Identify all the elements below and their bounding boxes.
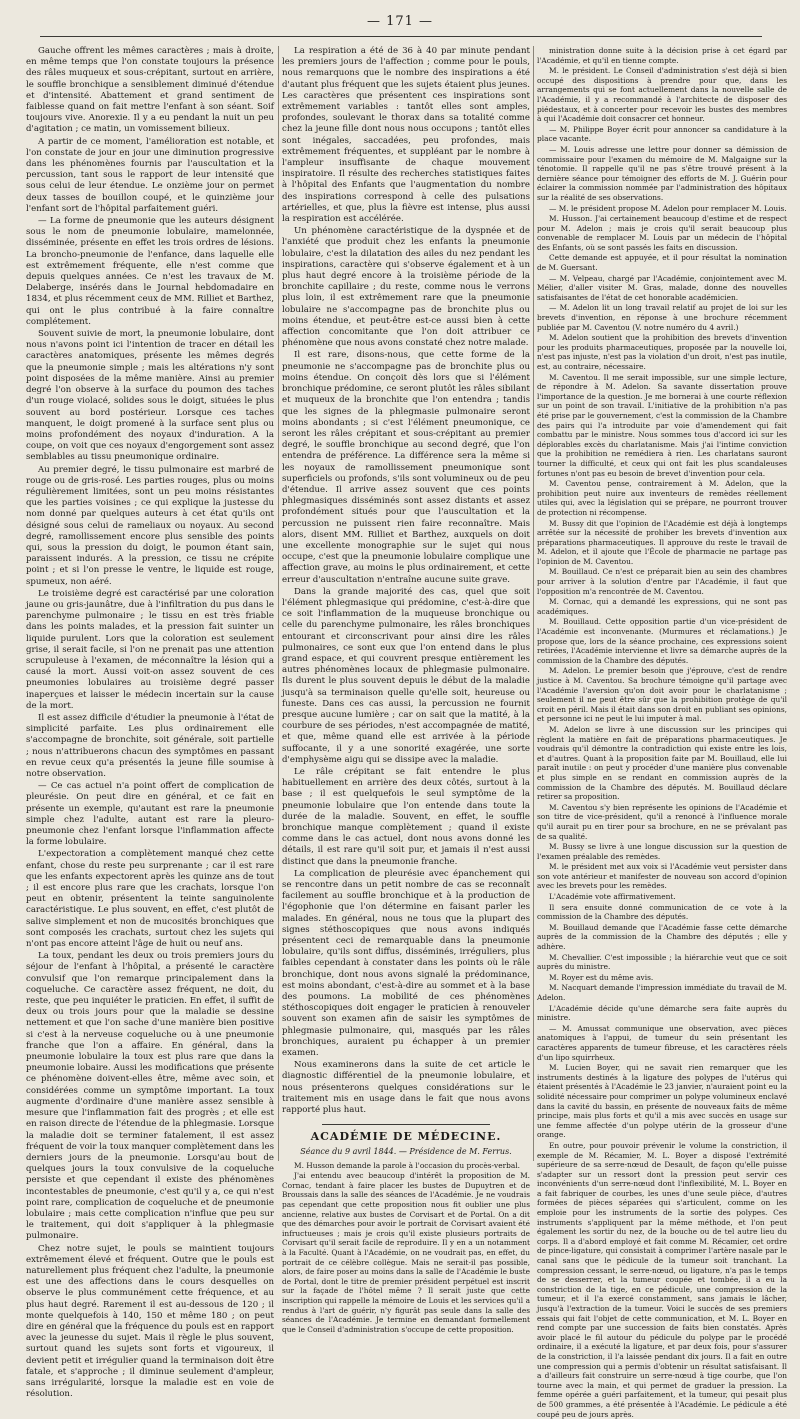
column-3 <box>537 46 787 1419</box>
paragraph: La toux, pendant les deux ou trois premiers jours du séjour de l'enfant à l'hôpital, a présenté le caractère convulsif que l'on remarque principalement dans la coqueluche. Ce caractère assez fréquent, ne doit, du reste, que peu inquiéter le praticien. En effet, il suffit de deux ou trois jours pour que la maladie se dessine nettement et que l'on sache d'une manière bien positive si c'est à la nerveuse coqueluche ou à une pneumonie franche que l'on a affaire. En général, dans la pneumonie lobulaire la toux est plus rare que dans la pneumonie lobaire. Aussi les modifications que présente ce phénomène doivent-elles être, même avec soin, et considérées comme un symptôme important. La toux augmente d'ordinaire d'une manière assez sensible à mesure que l'inflammation fait des progrès ; et elle est en raison directe de l'étendue de la phlegmasie. Lorsque la maladie doit se terminer fatalement, il est assez fréquent de voir la toux manquer complètement dans les derniers jours de la pneumonie. Lorsqu'au bout de quelques jours la toux convulsive de la coqueluche persiste et que cependant il existe des phénomènes incontestables de pneumonie, c'est qu'il y a, ce qui n'est point rare, complication de coqueluche et de pneumonie lobulaire ; mais cette complication n'influe que peu sur le traitement, qui doit s'appliquer à la phlegmasie pulmonaire. <box>26 951 274 1242</box>
paragraph: Au premier degré, le tissu pulmonaire est marbré de rouge ou de gris-rosé. Les parties rouges, plus ou moins régulièrement limitées, sont un peu moins résistantes que les parties voisines ; ce qui explique la justesse du nom donné par quelques auteurs à cet état qu'ils ont désigné sous celui de rameliaux ou noyaux. Au second degré, ramollissement encore plus sensible des points qui, sous la pression du doigt, le poumon étant sain, paraissent indurés. A la pression, ce tissu ne crépite point ; et si l'on presse le ventre, le liquide est rouge, spumeux, non aéré. <box>26 464 274 587</box>
paragraph: Il est assez difficile d'étudier la pneumonie à l'état de simplicité parfaite. Les plus ordinairement elle s'accompagne de bronchite, soit générale, soit partielle ; nous n'attribuerons chacun des symptômes en passant en revue ceux qu'a présentés la jeune fille soumise à notre observation. <box>26 712 274 779</box>
paragraph: — Ce cas actuel n'a point offert de complication de pleurésie. On peut dire en général, et ce fait en présente un exemple, qu'autant est rare la pneumonie simple chez l'adulte, autant est rare la pleuro-pneumonie chez l'enfant lorsque l'inflammation affecte la forme lobulaire. <box>26 781 274 848</box>
paragraph: M. Husson demande la parole à l'occasion du procès-verbal. <box>294 1160 520 1170</box>
paragraph: ministration donne suite à la décision prise à cet égard par l'Académie, et qu'il en tienne compte. <box>537 46 787 65</box>
paragraph: Cette demande est appuyée, et il pour résultat la nomination de M. Guersant. <box>537 253 787 273</box>
paragraph: J'ai entendu avec beaucoup d'intérêt la proposition de M. Cornac, tendant à faire placer les bustes de Dupuytren et de Broussais dans la salle des séances de l'Académie. Je ne voudrais pas cependant que cette proposition nous fit oublier une plus ancienne, relative aux bustes de Corvisart et de Portal. On a dit que des démarches pour avoir le portrait de Corvisart avaient été infructueuses ; mais je crois qu'il existe plusieurs portraits de Corvisart qu'il serait facile de reproduire. Il y en a un notamment à la Faculté. Quant à l'Académie, on ne voudrait pas, en effet, du portrait de ce célèbre collègue. Mais ne serait-il pas possible, alors, de faire poser au moins dans la salle de l'Académie le buste de Portal, dont le titre de premier président perpétuel est inscrit sur la façade de l'hôtel même ? Il serait juste que cette inscription qui rappelle la mémoire de Louis et les services qu'il a rendus à l'art de guérir, n'y figurât pas seule dans la salle des séances de l'Académie. Je termine en demandant formellement que le Conseil d'administration s'occupe de cette proposition. <box>282 1171 530 1334</box>
paragraph: M. Caventou pense, contrairement à M. Adelon, que la prohibition peut nuire aux inventeurs de remèdes réellement utiles qui, avec la législation qui se prépare, ne pourront trouver de protection ni récompense. <box>537 479 787 517</box>
paragraph: M. Adelon soutient que la prohibition des brevets d'invention pour les produits pharmaceutiques, proposée par la nouvelle loi, n'est pas injuste, n'est pas la violation d'un droit, n'est pas inutile, est, au contraire, nécessaire. <box>537 333 787 371</box>
paragraph: M. Adelon se livre à une discussion sur les principes qui règlent la matière en fait de préparations pharmaceutiques. Je voudrais qu'il démontre la contradiction qui existe entre les lois, et d'autres. Quant à la proposition faite par M. Bouillaud, elle lui paraît inutile : on peut y procéder d'une manière plus convenable et plus simple en se rendant en commission auprès de la commission de la Chambre des députés. M. Bouillaud déclare retirer sa proposition. <box>537 724 787 802</box>
paragraph: — M. Louis adresse une lettre pour donner sa démission de commissaire pour l'examen du mémoire de M. Malgaigne sur la ténotomie. Il rappelle qu'il ne pas s'être trouvé présent à la dernière séance pour témoigner des efforts de M. J. Guérin pour éclairer la commission nommée par l'administration des hôpitaux sur la réalité de ses observations. <box>537 144 787 202</box>
paragraph: L'expectoration a complètement manqué chez cette enfant, chose du reste peu surprenante ; car il est rare que les enfants expectorent après les quinze ans de tout ; il est encore plus rare que les crachats, lorsque l'on peut en obtenir, présentent la teinte sanguinolente caractéristique. Le plus souvent, en effet, c'est plutôt de salive simplement et non de mucosités bronchiques que sont composés les crachats, surtout chez les sujets qui n'ont pas encore atteint l'âge de huit ou neuf ans. <box>26 849 274 950</box>
section-title: ACADÉMIE DE MÉDECINE. <box>310 1130 502 1144</box>
paragraph: L'Académie décide qu'une démarche sera faite auprès du ministre. <box>537 1003 787 1023</box>
section-subtitle: Séance du 9 avril 1844. — Présidence de M. Ferrus. <box>300 1146 512 1156</box>
paragraph: Un phénomène caractéristique de la dyspnée et de l'anxiété que produit chez les enfants la pneumonie lobulaire, c'est la dilatation des ailes du nez pendant les inspirations, caractère qui s'observe également et à un plus haut degré encore à la troisième période de la bronchite capillaire ; du reste, comme nous le verrons plus loin, il est extrêmement rare que la pneumonie lobulaire ne s'accompagne pas de bronchite plus ou moins étendue, et peut-être est-ce aussi bien à cette affection concomitante que l'on doit attribuer ce phénomène que nous avons constaté chez notre malade. <box>282 226 530 349</box>
paragraph: Le troisième degré est caractérisé par une coloration jaune ou gris-jaunâtre, due à l'infiltration du pus dans le parenchyme pulmonaire ; le tissu en est très friable dans les points malades, et la pression fait suinter un liquide purulent. Lors que la coloration est seulement grise, il serait facile, si l'on ne prenait pas une attention scrupuleuse à l'examen, de méconnaître la lésion qui a causé la mort. Aussi voit-on assez souvent de ces pneumonies lobulaires au troisième degré passer inaperçues et laisser le médecin incertain sur la cause de la mort. <box>26 588 274 711</box>
paragraph: M. Lucien Boyer, qui ne savait rien remarquer que les instruments destinés à la ligature des polypes de l'utérus qui étaient présentés à l'Académie le 23 janvier, n'auraient point eu la solidité nécessaire pour comprimer un polype volumineux enclavé dans la cavité du bassin, en présente de nouveaux faits de même principe, mais plus forts et qu'il a mis avec succès en usage sur une femme affectée d'un polype utérin de la grosseur d'une orange. <box>537 1063 787 1140</box>
paragraph: En outre, pour pouvoir prévenir le volume la constriction, il exemple de M. Récamier, M. L. Boyer a disposé l'extrémité supérieure de sa serre-nœud de Desault, de façon qu'elle puisse s'adapter sur un ressort dont la pression peut servir ces inconvénients d'un serre-nœud dont l'inflexibilité, M. L. Boyer en a fait fabriquer de courbes, les unes d'une seule pièce, d'autres formées de pièces séparées qui s'articulent, comme on les emploie pour les instruments de la sortie des polypes. Ces instruments s'appliquent par la même méthode, et l'on peut également les sortir du nez, de la bouche ou de tel autre lieu du corps. Il a d'abord employé et fait comme M. Récamier, cet ordre de pince-ligature, qui consistait à comprimer l'artère nasale par le canal sans que le pédicule de la tumeur soit tranchant. La compression cessant, le serre-nœud, ou ligature, n'a pas le temps de se desserrer, et la tumeur coupée et tombée, il a eu la constriction de la tige, en ce pédicule, une compression de la tumeur, et il l'a exercé constamment, sans jamais le lâcher, jusqu'à l'extraction de la tumeur. Voici le succès de ses premiers essais qui fait l'objet de cette communication, et M. L. Boyer en rend compte par une succession de faits bien constatés. Après avoir placé le fil autour du pédicule du polype par le procédé ordinaire, il a exécuté la ligature, et par deux fois, pour s'assurer de la constriction, il l'a laissée pendant dix jours. Il a fait en outre une compression qui a permis d'obtenir un résultat satisfaisant. Il a d'ailleurs fait construire un serre-nœud à tige courbe, que l'on tourne avec la main, et qui permet de graduer la pression. La femme opérée a guéri parfaitement, et la tumeur, qui pesait plus de 500 grammes, a été présentée à l'Académie. Le pédicule a été coupé peu de jours après. <box>537 1140 787 1419</box>
column-1 <box>26 46 275 1400</box>
paragraph: La respiration a été de 36 à 40 par minute pendant les premiers jours de l'affection ; comme pour le pouls, nous remarquons que le nombre des inspirations a été d'autant plus fréquent que les sujets étaient plus jeunes. Les caractères que présentent ces inspirations sont extrêmement variables : tantôt elles sont amples, profondes, soulevant le thorax dans sa totalité comme chez la jeune fille dont nous nous occupons ; tantôt elles sont inégales, saccadées, peu profondes, mais extrêmement fréquentes, et suppléant par le nombre à l'ampleur insuffisante de chaque mouvement inspiratoire. Il résulte des recherches statistiques faites à l'hôpital des Enfants que l'augmentation du nombre des inspirations correspond à celle des pulsations artérielles, et que, plus la fièvre est intense, plus aussi la respiration est accélérée. <box>282 46 530 225</box>
paragraph: M. Royer est du même avis. <box>549 972 654 982</box>
paragraph: M. Nacquart demande l'impression immédiate du travail de M. Adelon. <box>537 983 787 1002</box>
paragraph: M. Chevallier. C'est impossible ; la hiérarchie veut que ce soit auprès du ministre. <box>537 952 787 972</box>
paragraph: M. Bouillaud. Ce n'est ce préparait bien au sein des chambres pour arriver à la solution d'entre par l'Académie, il faut que l'opposition m'a rencontrée de M. Caventou. <box>537 567 787 596</box>
paragraph: — M. Velpeau, chargé par l'Académie, conjointement avec M. Mélier, d'aller visiter M. Gras, malade, donne des nouvelles satisfaisantes de l'état de cet honorable académicien. <box>537 273 787 302</box>
paragraph: M. Caventou. Il me serait impossible, sur une simple lecture, de répondre à M. Adelon. Sa savante dissertation prouve l'importance de la question. Je me bornerai à une courte réflexion sur un point de son travail. L'initiative de la prohibition n'a pas été prise par le gouvernement, c'est la commission de la Chambre des pairs qui l'a introduite par voie d'amendement qui fait combattu par le ministre. Nous sommes tous d'accord ici sur les déplorables excès du charlatanisme. Mais j'ai l'intime conviction que la prohibition ne remédiera à rien. Les charlatans sauront tourner la difficulté, et ceux qui ont fait les plus scandaleuses fortunes n'ont pas eu besoin de brevet d'invention pour cela. <box>537 372 787 478</box>
paragraph: La complication de pleurésie avec épanchement qui se rencontre dans un petit nombre de cas se reconnaît facilement au souffle bronchique et à la production de l'égophonie que l'on détermine en faisant parler les malades. En général, nous ne tous que la plupart des signes stéthoscopiques que nous avons indiqués présentent ceci de remarquable dans la pneumonie lobulaire, qu'ils sont diffus, disséminés, irréguliers, plus faibles cependant à constater dans les points où le râle bronchique, dont nous avons signalé la prédominance, est moins abondant, c'est-à-dire au sommet et à la base des poumons. La mobilité de ces phénomènes stéthoscopiques doit engager le praticien à renouveler souvent son examen afin de saisir les symptômes de phlegmasie pulmonaire, qui, masqués par les râles bronchiques, auraient pu échapper à un premier examen. <box>282 868 530 1059</box>
paragraph: M. Cornac, qui a demandé les expressions, qui ne sont pas académiques. <box>537 597 787 616</box>
paragraph: — La forme de pneumonie que les auteurs désignent sous le nom de pneumonie lobulaire, mamelonnée, disséminée, présente en effet les trois ordres de lésions. La broncho-pneumonie de l'enfance, dans laquelle elle est extrêmement fréquente, elle n'est comme que depuis quelques années. Ce n'est les travaux de M. Delaberge, insérés dans le Journal hebdomadaire en 1834, et plus récemment ceux de MM. Rilliet et Barthez, qui ont le plus contribué à la faire connaître complétement. <box>26 216 275 327</box>
paragraph: Le râle crépitant se fait entendre le plus habituellement en arrière des deux côtés, surtout à la base ; il est quelquefois le seul symptôme de la pneumonie lobulaire que l'on entende dans toute la durée de la maladie. Souvent, en effet, le souffle bronchique manque complètement ; quand il existe comme dans le cas actuel, dont nous avons donné les détails, il est rare qu'il soit pur, et jamais il n'est aussi distinct que dans la pneumonie franche. <box>282 767 530 867</box>
page-number: — 171 — <box>366 14 434 29</box>
paragraph: M. Bouillaud demande que l'Académie fasse cette démarche auprès de la commission de la Chambre des députés ; elle y adhère. <box>537 922 787 952</box>
column-divider <box>533 46 534 1161</box>
paragraph: A partir de ce moment, l'amélioration est notable, et l'on constate de jour en jour une diminution progressive dans les phénomènes fournis par l'auscultation et la percussion, tant sous le rapport de leur intensité que sous celui de leur étendue. Le onzième jour on permet deux tasses de bouillon coupé, et le quinzième jour l'enfant sort de l'hôpital parfaitement guéri. <box>26 136 274 214</box>
paragraph: M. Caventou s'y bien représente les opinions de l'Académie et son titre de vice-président, qu'il a renoncé à l'influence morale qu'il aurait pu en tirer pour sa brochure, en ne se prévalant pas de sa qualité. <box>537 802 787 841</box>
paragraph: M. le président met aux voix si l'Académie veut persister dans son vote antérieur et manifester de nouveau son accord d'opinion avec les brevets pour les remèdes. <box>537 862 787 891</box>
section-rule <box>322 1124 490 1125</box>
paragraph: M. Bussy dit que l'opinion de l'Académie est déjà à longtemps arrêtée sur la nécessité de prohiber les brevets d'invention aux préparations pharmaceutiques. Il approuve du reste le travail de M. Adelon, et il ajoute que l'École de pharmacie ne partage pas l'opinion de M. Caventou. <box>537 518 787 566</box>
header-rule <box>40 36 762 37</box>
paragraph: Nous examinerons dans la suite de cet article le diagnostic différentiel de la pneumonie lobulaire, et nous présenterons quelques considérations sur le traitement mis en usage dans le fait que nous avons rapporté plus haut. <box>282 1060 530 1116</box>
paragraph: L'Académie vote affirmativement. <box>549 892 676 902</box>
paragraph: M. Bussy se livre à une longue discussion sur la question de l'examen préalable des remèdes. <box>537 842 787 861</box>
paragraph: M. Adelon. Le premier besoin que j'éprouve, c'est de rendre justice à M. Caventou. Sa brochure témoigne qu'il partage avec l'Académie l'aversion qu'on doit avoir pour le charlatanisme ; seulement il ne peut être sûr que la prohibition protège de qu'il croit en péril. Mais il était dans son droit en publiant ses opinions, et personne ici ne peut le lui imputer à mal. <box>537 666 787 724</box>
paragraph: M. Bouillaud. Cette opposition partie d'un vice-président de l'Académie est inconvenante. (Murmures et réclamations.) Je propose que, lors de la séance prochaine, ces expressions soient retirées, l'Académie intervienne et livre sa démarche auprès de la commission de la Chambre des députés. <box>537 617 787 665</box>
column-divider <box>278 46 279 1161</box>
paragraph: — M. Adelon lit un long travail relatif au projet de loi sur les brevets d'invention, en réponse à une brochure récemment publiée par M. Caventou (V. notre numéro du 4 avril.) <box>537 303 787 332</box>
paragraph: M. Husson. J'ai certainement beaucoup d'estime et de respect pour M. Adelon ; mais je crois qu'il serait beaucoup plus convenable de remplacer M. Louis par un médecin de l'hôpital des Enfants, où se sont passés les faits en discussion. <box>537 214 787 252</box>
paragraph: M. le président. Le Conseil d'administration s'est déjà si bien occupé des dispositions à prendre pour que, dans les arrangements qui se font actuellement dans la nouvelle salle de l'Académie, il y a recommandé à l'architecte de disposer des piédestaux, et à concerter pour recevoir les bustes des membres à qui l'Académie doit consacrer cet honneur. <box>537 66 787 124</box>
paragraph: Il est rare, disons-nous, que cette forme de la pneumonie ne s'accompagne pas de bronchite plus ou moins étendue. On conçoit dès lors que si l'élément bronchique prédomine, ce seront plutôt les râles sibilant et muqueux de la bronchite que l'on entendra ; tandis que les signes de la phlegmasie pulmonaire seront moins abondants ; si c'est l'élément pneumonique, ce seront les râles crépitant et sous-crépitant au premier degré, le souffle bronchique au second degré, que l'on entendra de préférence. La différence sera la même si les noyaux de ramollissement pneumonique sont superficiels ou profonds, s'ils sont volumineux ou de peu d'étendue. Il arrive assez souvent que ces points phlegmasiques disséminés sont assez distants et assez profondément situés pour que l'auscultation et la percussion ne puissent rien faire reconnaître. Mais alors, disent MM. Rilliet et Barthez, auxquels on doit une excellente monographie sur le sujet qui nous occupe, c'est que la pneumonie lobulaire complique une affection grave, au moins le plus ordinairement, et cette erreur d'auscultation n'entraîne aucune suite grave. <box>282 350 530 585</box>
paragraph: — M. Philippe Boyer écrit pour annoncer sa candidature à la place vacante. <box>537 124 787 144</box>
paragraph: Souvent suivie de mort, la pneumonie lobulaire, dont nous n'avons point ici l'intention de tracer en détail les caractères anatomiques, présente les mêmes degrés que la pneumonie simple ; mais les altérations n'y sont point disposées de la même manière. Ainsi au premier degré l'on observe à la surface du poumon des taches d'un rouge violacé, solides sous le doigt, situées le plus souvent au bord postérieur. Lorsque ces taches manquent, le doigt promené à la surface sent plus ou moins profondément des noyaux d'induration. A la coupe, on voit que ces noyaux d'engorgement sont assez semblables au tissu pneumonique ordinaire. <box>26 329 274 463</box>
paragraph: Il sera ensuite donné communication de ce vote à la commission de la Chambre des députés. <box>537 902 787 922</box>
paragraph: Dans la grande majorité des cas, quel que soit l'élément phlegmasique qui prédomine, c'est-à-dire que ce soit l'inflammation de la muqueuse bronchique ou celle du parenchyme pulmonaire, les râles bronchiques entourant et circonscrivant pour ainsi dire les râles pulmonaires, ce sont eux que l'on entend dans le plus grand espace, et qui couvrent presque entièrement les autres phénomènes locaux de phlegmasie pulmonaire. Ils durent le plus souvent depuis le début de la maladie jusqu'à sa terminaison quelle qu'elle soit, heureuse ou funeste. Dans ces cas aussi, la percussion ne fournit presque aucune lumière ; car on sait que la matité, à la courbure de ses périodes, n'est accompagnée de matité, et que, même quand elle est arrivée à la période suffocante, il y a une sonorité exagérée, une sorte d'emphysème aigu qui se dissipe avec la maladie. <box>282 586 530 765</box>
paragraph: Gauche offrent les mêmes caractères ; mais à droite, en même temps que l'on constate toujours la présence des râles muqueux et sous-crépitant, surtout en arrière, le souffle bronchique a sensiblement diminué d'étendue et d'intensité. Abattement et grand sentiment de faiblesse quand on fait mettre l'enfant à son séant. Soif toujours vive. Anorexie. Il y a eu pendant la nuit un peu d'agitation ; ce matin, un vomissement bilieux. <box>26 46 274 135</box>
column-2 <box>282 46 530 1334</box>
paragraph: — M. Amussat communique une observation, avec pièces anatomiques à l'appui, de tumeur du sein présentant les caractères apparents de tumeur fibreuse, et les caractères réels d'un lipo squirrheux. <box>537 1023 787 1062</box>
paragraph: — M. le président propose M. Adelon pour remplacer M. Louis. <box>549 203 787 213</box>
paragraph: Chez notre sujet, le pouls se maintient toujours extrêmement élevé et fréquent. Outre que le pouls est naturellement plus fréquent chez l'adulte, la pneumonie est une des affections dans le cours desquelles on observe le plus communément cette fréquence, et au plus haut degré. Rarement il est au-dessous de 120 ; il monte quelquefois à 140, 150 et même 180 ; on peut dire en général que la fréquence du pouls est en rapport avec la jeunesse du sujet. Mais il règle le plus souvent, surtout quand les sujets sont forts et vigoureux, il devient petit et irrégulier quand la terminaison doit être fatale, et s'approche ; il diminue seulement d'ampleur, sans irrégularité, lorsque la maladie est en voie de résolution. <box>26 1243 274 1400</box>
